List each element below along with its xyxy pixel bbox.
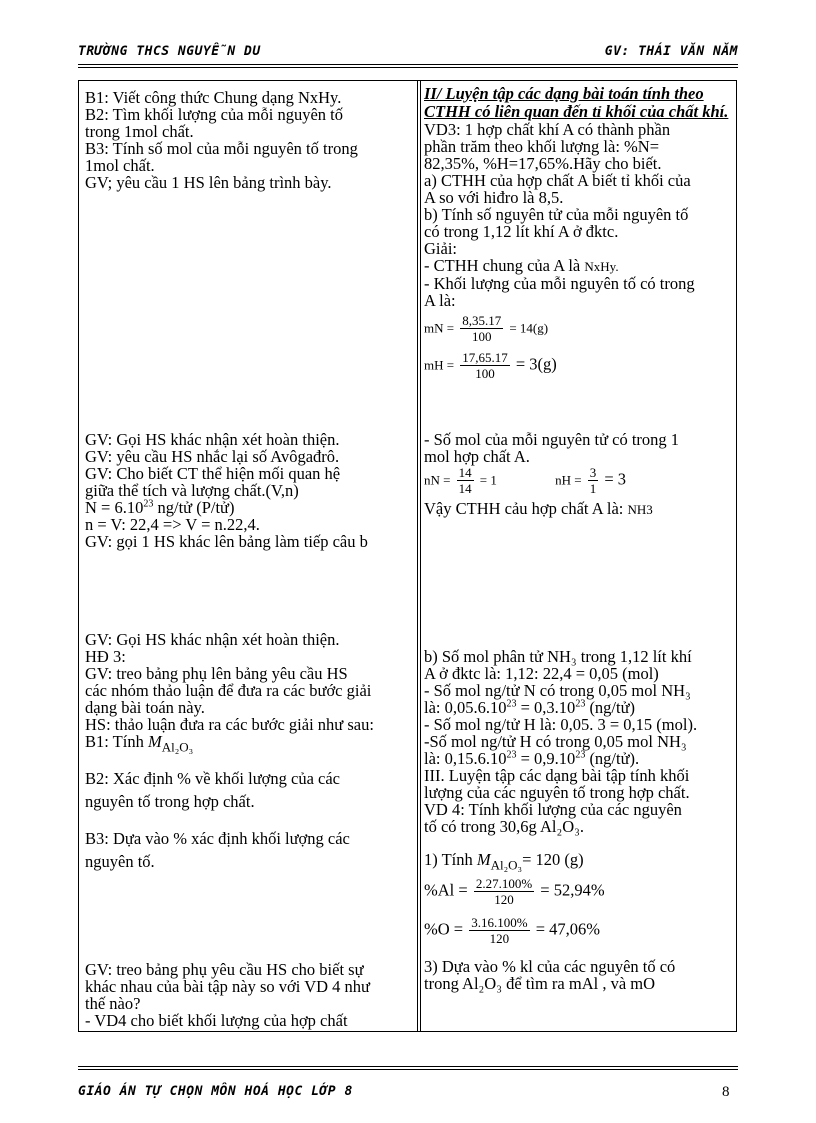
avogadro-number: $N = 6.10^{23}$ ng/tử (P/tử) [85, 498, 235, 517]
mass-line2: A là: [424, 291, 456, 310]
hs-discussion: HS: thảo luận đưa ra các bước giải như sau: [85, 715, 374, 734]
vd4-line2: tố có trong 30,6g Al₂O₃. [424, 817, 584, 836]
percent-al-equation: %Al = $\frac{2.27.100\%}{120}$ = 52,94% [424, 876, 605, 907]
question-a-line1: a) CTHH của hợp chất A biết tỉ khối của [424, 171, 691, 190]
header-rule [78, 64, 738, 65]
left-block-compare [85, 961, 413, 1029]
part-b-line7: là: $0,15.6.10^{23} = 0,9.10^{23}$ (ng/tử). [424, 749, 640, 768]
gv-instruction-5: GV: gọi 1 HS khác lên bảng làm tiếp câu b [85, 532, 368, 551]
left-block-hd3 [85, 631, 413, 870]
volume-formula: n = V: 22,4 => V = n.22,4. [85, 515, 260, 534]
left-block-avogadro [85, 431, 413, 550]
hd3-label: HĐ 3: [85, 647, 126, 666]
formula-conclusion: Vậy CTHH cảu hợp chất A là: NH3 [424, 499, 653, 518]
school-name: TRƯỜNG THCS NGUYỄN DU [78, 44, 261, 59]
teacher-name: GV: THÁI VĂN NĂM [604, 44, 738, 59]
vd4-line1: VD 4: Tính khối lượng của các nguyên [424, 800, 682, 819]
step-b3-line2: 1mol chất. [85, 156, 155, 175]
gv-instruction-3: GV: yêu cầu HS nhắc lại số Avôgađrô. [85, 447, 340, 466]
molar-mass-line: 1) Tính $M_{Al_2O_3}= 120$ (g) [424, 850, 584, 873]
right-block-vd3 [424, 85, 732, 381]
part-b-line6: -Số mol ng/tử H có trong 0,05 mol NH₃ [424, 732, 687, 751]
solution-label: Giải: [424, 239, 457, 258]
solve-step-2-line1: B2: Xác định % về khối lượng của các [85, 769, 341, 788]
step-3-line2: trong Al₂O₃ để tìm ra mAl , và mO [424, 974, 656, 993]
step-b1: B1: Viết công thức Chung dạng NxHy. [85, 88, 342, 107]
question-b-line1: b) Tính số nguyên tử của mỗi nguyên tố [424, 205, 689, 224]
left-block-steps [85, 89, 413, 191]
mass-h-equation: mH = $\frac{17,65.17}{100}$ = 3(g) [424, 350, 557, 381]
moles-line2: mol hợp chất A. [424, 447, 530, 466]
page-footer [78, 1082, 738, 1102]
step-3-line1: 3) Dựa vào % kl của các nguyên tố có [424, 957, 676, 976]
solve-step-3-line1: B3: Dựa vào % xác định khối lượng các [85, 829, 350, 848]
vd3-line2: phần trăm theo khối lượng là: %N= [424, 137, 660, 156]
moles-line1: - Số mol của mỗi nguyên tử có trong 1 [424, 430, 680, 449]
header-rule-thin [78, 67, 738, 68]
course-title: GIÁO ÁN TỰ CHỌN MÔN HOÁ HỌC LỚP 8 [78, 1084, 353, 1099]
gv-instruction-2: GV: Gọi HS khác nhận xét hoàn thiện. [85, 430, 340, 449]
section-iii-line2: lượng của các nguyên tố trong hợp chất. [424, 783, 690, 802]
step-b3-line1: B3: Tính số mol của mỗi nguyên tố trong [85, 139, 358, 158]
question-a-line2: A so với hiđro là 8,5. [424, 188, 564, 207]
solve-step-2-line2: nguyên tố trong hợp chất. [85, 792, 255, 811]
question-b-line2: có trong 1,12 lít khí A ở đktc. [424, 222, 619, 241]
right-block-part-b [424, 648, 732, 992]
section-ii-title: II/ Luyện tập các dạng bài toán tính theo CTHH có liên quan đến tỉ khối của chất khí. [424, 84, 729, 121]
part-b-line3: - Số mol ng/tử N có trong 0,05 mol NH₃ [424, 681, 691, 700]
part-b-line2: A ở đktc là: 1,12: 22,4 = 0,05 (mol) [424, 664, 659, 683]
footer-rule [78, 1069, 738, 1070]
gv-instruction-8-line4: - VD4 cho biết khối lượng của hợp chất [85, 1011, 348, 1030]
gv-instruction-7-line3: dạng bài toán này. [85, 698, 205, 717]
gv-instruction-1: GV; yêu cầu 1 HS lên bảng trình bày. [85, 173, 332, 192]
mass-n-equation: mN = $\frac{8,35.17}{100}$ = 14(g) [424, 313, 549, 344]
vd3-line1: VD3: 1 hợp chất khí A có thành phần [424, 120, 671, 139]
step-b2-line2: trong 1mol chất. [85, 122, 194, 141]
right-block-moles [424, 431, 732, 518]
page-number: 8 [722, 1084, 730, 1100]
percent-o-equation: %O = $\frac{3.16.100\%}{120}$ = 47,06% [424, 915, 600, 946]
footer-rule-thin [78, 1066, 738, 1067]
part-b-line5: - Số mol ng/tử H là: 0,05. 3 = 0,15 (mol). [424, 715, 698, 734]
part-b-line4: là: $0,05.6.10^{23} = 0,3.10^{23}$ (ng/tử) [424, 698, 636, 717]
general-formula: - CTHH chung của A là NxHy. [424, 256, 619, 275]
gv-instruction-4-line2: giữa thể tích và lượng chất.(V,n) [85, 481, 299, 500]
solve-step-3-line2: nguyên tố. [85, 852, 155, 871]
moles-equation: nN = $\frac{14}{14}$ = 1 nH = $\frac{3}{1}$ = 3 [424, 465, 626, 496]
mass-line1: - Khối lượng của mỗi nguyên tố có trong [424, 274, 695, 293]
part-b-line1: b) Số mol phân tử NH₃ trong 1,12 lít khí [424, 647, 692, 666]
page-header [78, 42, 738, 62]
step-b2-line1: B2: Tìm khối lượng của mỗi nguyên tố [85, 105, 343, 124]
vd3-line3: 82,35%, %H=17,65%.Hãy cho biết. [424, 154, 662, 173]
column-divider [417, 81, 421, 1031]
gv-instruction-8-line3: thế nào? [85, 994, 141, 1013]
section-iii-line1: III. Luyện tập các dạng bài tập tính khối [424, 766, 690, 785]
gv-instruction-7-line1: GV: treo bảng phụ lên bảng yêu cầu HS [85, 664, 348, 683]
lesson-table [78, 80, 737, 1032]
gv-instruction-8-line1: GV: treo bảng phụ yêu cầu HS cho biết sự [85, 960, 364, 979]
gv-instruction-7-line2: các nhóm thảo luận để đưa ra các bước giải [85, 681, 372, 700]
solve-step-1: B1: Tính $M_{Al_2O_3}$ [85, 732, 194, 755]
gv-instruction-4-line1: GV: Cho biết CT thể hiện mối quan hệ [85, 464, 341, 483]
gv-instruction-6: GV: Gọi HS khác nhận xét hoàn thiện. [85, 630, 340, 649]
gv-instruction-8-line2: khác nhau của bài tập này so với VD 4 như [85, 977, 370, 996]
